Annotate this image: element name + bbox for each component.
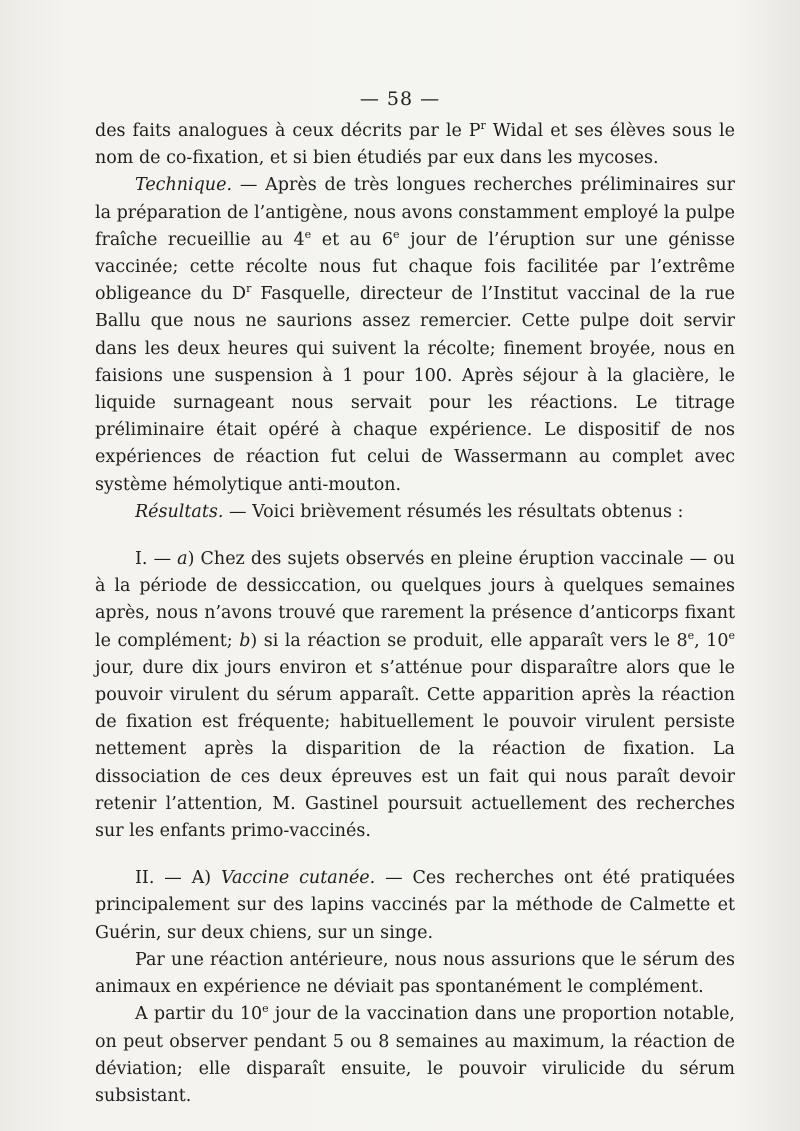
- text-run: jour, dure dix jours environ et s’atténue pour disparaître alors que le pouvoir virulent du sérum apparaît. Cette apparition après la réaction de fixation est fréquente; habituellement le pouvoir virulent persiste nettement après la disparition de la réaction de fixation. La dissociation de ces deux épreuves est un fait qui nous paraît devoir retenir l’attention, M. Gastinel poursuit actuellement des recherches sur les enfants primo-vaccinés.: [95, 657, 735, 842]
- superscript: e: [304, 227, 312, 241]
- paragraph: [95, 118, 735, 172]
- text-run: Widal et ses élèves sous le nom de co-fixation, et si bien étudiés par eux dans les mycoses.: [95, 121, 735, 169]
- italic-text: a: [177, 549, 188, 570]
- page-number: — 58 —: [359, 88, 441, 110]
- superscript: e: [728, 628, 735, 642]
- text-run: ) si la réaction se produit, elle apparaît vers le 8: [250, 630, 688, 651]
- superscript: r: [246, 282, 252, 296]
- text-run: jour de la vaccination dans une proportion notable, on peut observer pendant 5 ou 8 semaines au maximum, la réaction de déviation; elle disparaît ensuite, le pouvoir virulicide du sérum subsistant.: [95, 1004, 735, 1106]
- text-run: Fasquelle, directeur de l’Institut vaccinal de la rue Ballu que nous ne saurions assez remercier. Cette pulpe doit servir dans les deux heures qui suivent la récolte; finement broyée, nous en faisions une suspension à 1 pour 100. Après séjour à la glacière, le liquide surnageant nous servait pour les réactions. Le titrage préliminaire était opéré à chaque expérience. Le dispositif de nos expériences de réaction fut celui de Wassermann au complet avec système hémolytique anti-mouton.: [95, 284, 736, 495]
- paragraph: [95, 865, 735, 947]
- text-run: ) Chez des sujets observés en pleine éruption vaccinale — ou à la période de dessiccation, ou quelques jours à quelques semaines après, nous n’avons trouvé que rarement la présence d’anticorps fixant le complément;: [95, 549, 735, 651]
- text-run: — Ces recherches ont été pratiquées principalement sur des lapins vaccinés par la méthode de Calmette et Guérin, sur deux chiens, sur un singe.: [95, 868, 735, 943]
- superscript: e: [687, 628, 695, 642]
- text-run: I. —: [135, 549, 178, 570]
- text-run: II. — A): [135, 868, 221, 889]
- text-run: des faits analogues à ceux décrits par le P: [95, 121, 481, 141]
- superscript: e: [393, 227, 400, 241]
- text-run: — Après de très longues recherches préliminaires sur la préparation de l’antigène, nous avons constamment employé la pulpe fraîche recueillie au 4: [95, 175, 735, 250]
- text-run: — Voici brièvement résumés les résultats obtenus :: [223, 501, 684, 522]
- paragraph: [95, 172, 735, 498]
- text-run: A partir du 10: [135, 1004, 263, 1025]
- italic-text: Technique.: [135, 175, 233, 196]
- paragraph: [95, 947, 735, 1001]
- italic-text: Résultats.: [135, 501, 224, 522]
- superscript: r: [480, 119, 486, 133]
- italic-text: b: [239, 630, 251, 651]
- paragraph: [95, 546, 735, 845]
- text-run: et au 6: [311, 229, 394, 250]
- italic-text: Vaccine cutanée.: [220, 868, 376, 889]
- text-run: , 10: [694, 630, 729, 651]
- superscript: e: [262, 1002, 269, 1016]
- paragraph: [95, 1001, 735, 1110]
- text-run: Par une réaction antérieure, nous nous assurions que le sérum des animaux en expérience ne déviait pas spontanément le complément.: [95, 949, 735, 998]
- body-text: [95, 118, 735, 1110]
- text-run: jour de l’éruption sur une génisse vaccinée; cette récolte nous fut chaque fois facilitée par l’extrême obligeance du D: [95, 229, 735, 305]
- paragraph: [95, 499, 735, 526]
